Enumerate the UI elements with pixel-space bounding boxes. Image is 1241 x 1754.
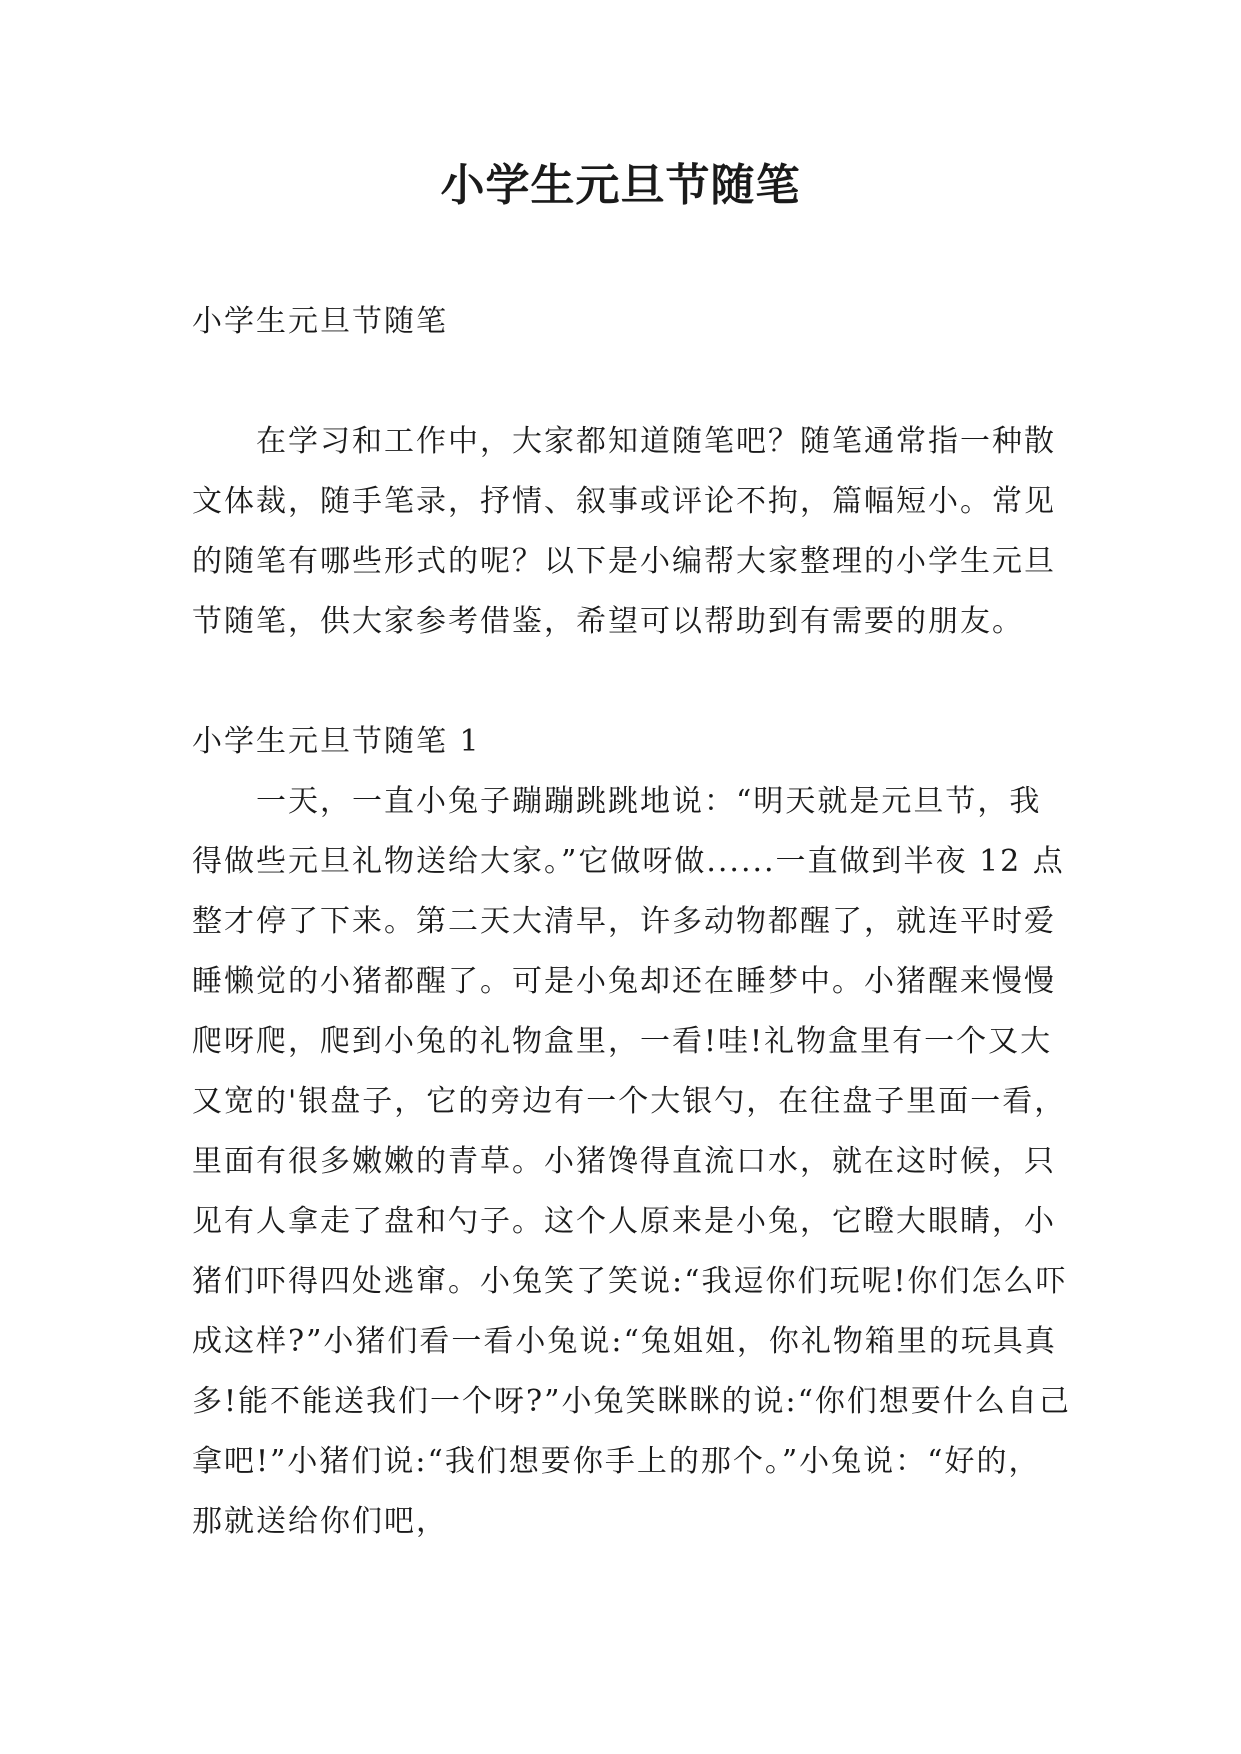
section-paragraph: 一天，一直小兔子蹦蹦跳跳地说：“明天就是元旦节，我得做些元旦礼物送给大家。”它做呀做......一直做到半夜 12 点整才停了下来。第二天大清早，许多动物都醒了，就连平时爱睡懒觉的小猪都醒了。可是小兔却还在睡梦中。小猪醒来慢慢爬呀爬，爬到小兔的礼物盒里，一看!哇!礼物盒里有一个又大又宽的'银盘子，它的旁边有一个大银勺，在往盘子里面一看，里面有很多嫩嫩的青草。小猪馋得直流口水，就在这时候，只见有人拿走了盘和勺子。这个人原来是小兔，它瞪大眼睛，小猪们吓得四处逃窜。小兔笑了笑说:“我逗你们玩呢!你们怎么吓成这样?”小猪们看一看小兔说:“兔姐姐，你礼物箱里的玩具真多!能不能送我们一个呀?”小兔笑眯眯的说:“你们想要什么自己拿吧!”小猪们说:“我们想要你手上的那个。”小兔说：“好的，那就送给你们吧， bbox=[192, 784, 1071, 1539]
section-heading: 小学生元旦节随笔 1 bbox=[192, 724, 481, 759]
document-title: 小学生元旦节随笔 bbox=[440, 160, 801, 211]
document-body bbox=[192, 292, 1072, 1552]
spacer bbox=[192, 652, 1072, 712]
spacer bbox=[192, 352, 1072, 412]
intro-paragraph: 在学习和工作中，大家都知道随笔吧？随笔通常指一种散文体裁，随手笔录，抒情、叙事或评论不拘，篇幅短小。常见的随笔有哪些形式的呢？以下是小编帮大家整理的小学生元旦节随笔，供大家参考借鉴，希望可以帮助到有需要的朋友。 bbox=[192, 424, 1056, 639]
document-subtitle: 小学生元旦节随笔 bbox=[192, 304, 448, 339]
